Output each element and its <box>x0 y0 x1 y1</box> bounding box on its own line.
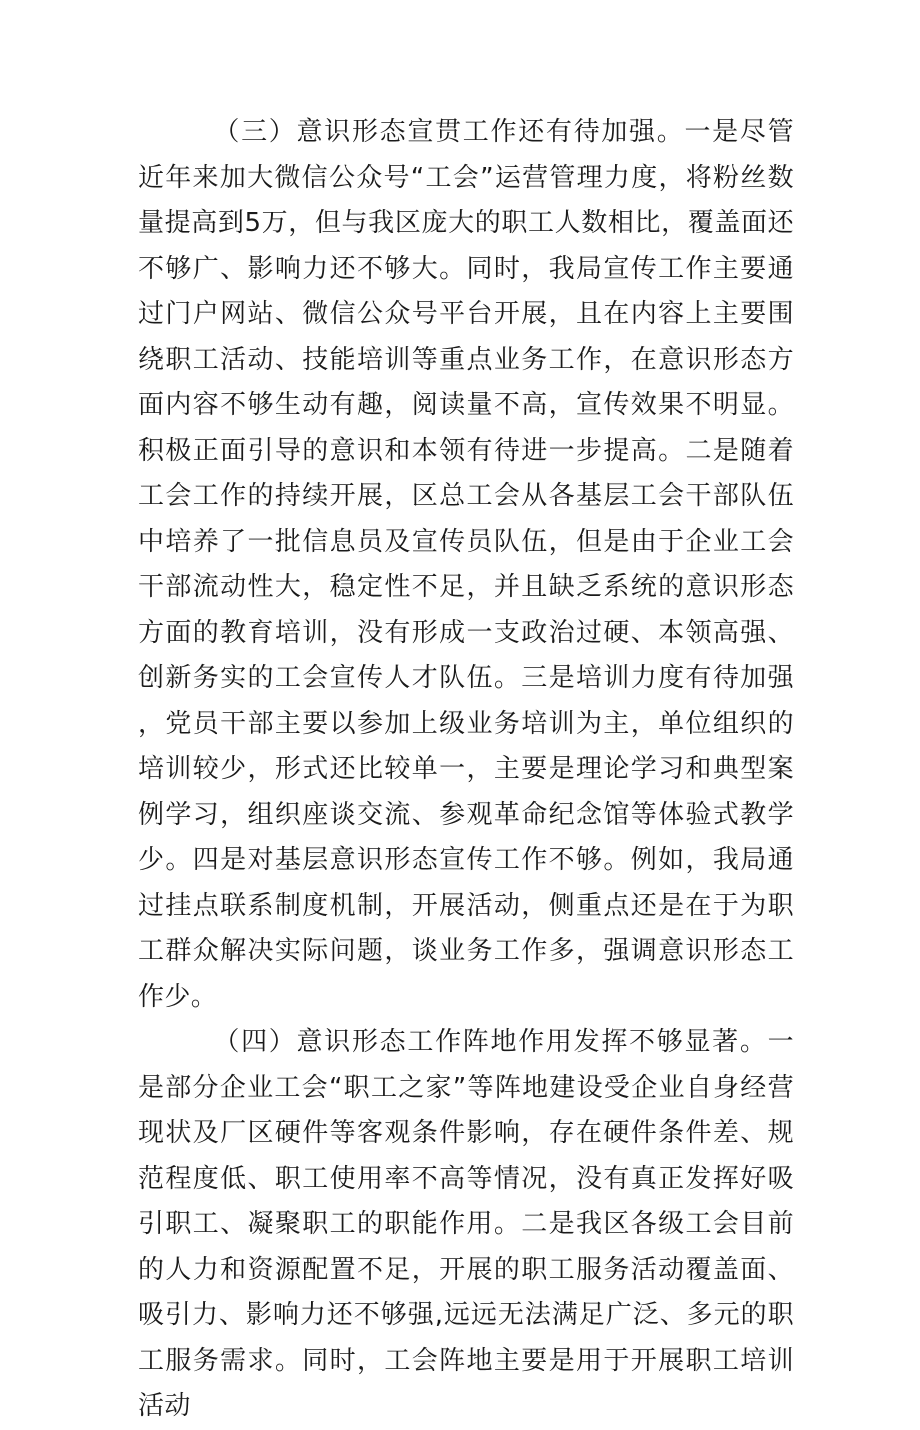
section-3-heading: （三）意识形态宣贯工作还有待加强。 <box>213 117 685 147</box>
document-body <box>138 110 794 1430</box>
section-3-text: 一是尽管近年来加大微信公众号“工会”运营管理力度，将粉丝数量提高到5万，但与我区庞大的职工人数相比，覆盖面还不够广、影响力还不够大。同时，我局宣传工作主要通过门户网站、微信公众号平台开展，且在内容上主要围绕职工活动、技能培训等重点业务工作，在意识形态方面内容不够生动有趣，阅读量不高，宣传效果不明显。积极正面引导的意识和本领有待进一步提高。二是随着工会工作的持续开展，区总工会从各基层工会干部队伍中培养了一批信息员及宣传员队伍，但是由于企业工会干部流动性大，稳定性不足，并且缺乏系统的意识形态方面的教育培训，没有形成一支政治过硬、本领高强、创新务实的工会宣传人才队伍。三是培训力度有待加强，党员干部主要以参加上级业务培训为主，单位组织的培训较少，形式还比较单一，主要是理论学习和典型案例学习，组织座谈交流、参观革命纪念馆等体验式教学少。四是对基层意识形态宣传工作不够。例如，我局通过挂点联系制度机制，开展活动，侧重点还是在于为职工群众解决实际问题，谈业务工作多，强调意识形态工作少。 <box>138 117 794 1012</box>
paragraph-section-3 <box>138 110 794 1020</box>
section-4-heading: （四）意识形态工作阵地作用发挥不够显著。 <box>213 1027 768 1057</box>
paragraph-section-4 <box>138 1020 794 1430</box>
section-4-text: 一是部分企业工会“职工之家”等阵地建设受企业自身经营现状及厂区硬件等客观条件影响，存在硬件条件差、规范程度低、职工使用率不高等情况，没有真正发挥好吸引职工、凝聚职工的职能作用。二是我区各级工会目前的人力和资源配置不足，开展的职工服务活动覆盖面、吸引力、影响力还不够强,远远无法满足广泛、多元的职工服务需求。同时，工会阵地主要是用于开展职工培训活动 <box>138 1027 794 1421</box>
